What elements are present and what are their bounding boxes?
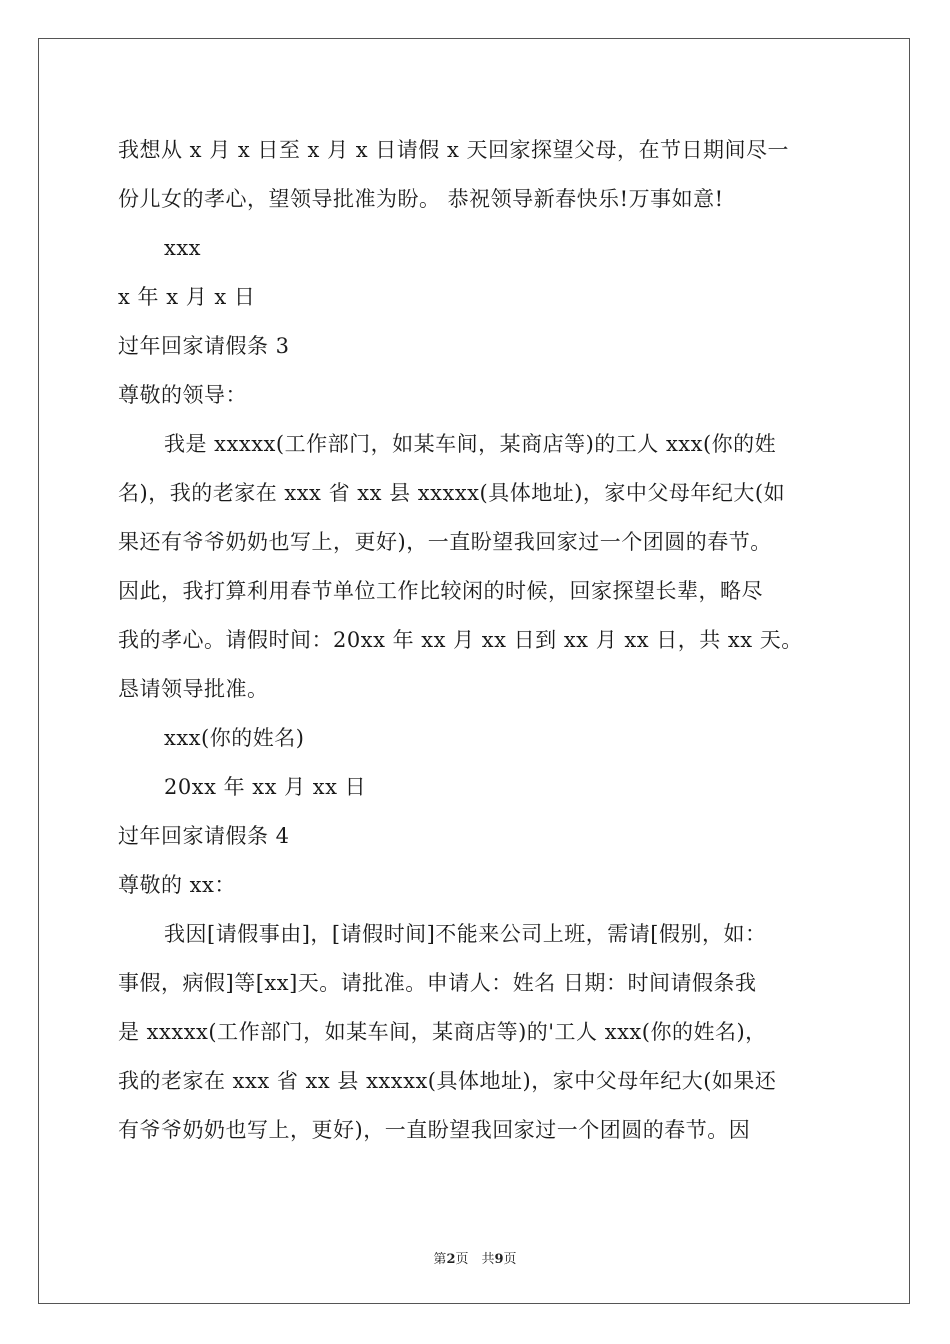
footer-suffix: 页: [503, 1252, 517, 1267]
document-body: [118, 126, 840, 1155]
paragraph-line: 我是 xxxxx(工作部门，如某车间，某商店等)的工人 xxx(你的姓: [164, 432, 777, 456]
paragraph-line: 因此，我打算利用春节单位工作比较闲的时候，回家探望长辈，略尽: [118, 579, 763, 603]
total-page-number: 9: [494, 1252, 504, 1267]
paragraph-line: 我的老家在 xxx 省 xx 县 xxxxx(具体地址)，家中父母年纪大(如果还: [118, 1069, 777, 1093]
footer-middle: 页 共: [455, 1252, 495, 1267]
footer-prefix: 第: [433, 1252, 447, 1267]
paragraph-line: 我的孝心。请假时间：20xx 年 xx 月 xx 日到 xx 月 xx 日，共 xx 天。: [118, 628, 803, 652]
paragraph-line: 事假，病假]等[xx]天。请批准。申请人：姓名 日期：时间请假条我: [118, 971, 757, 995]
signature-name: xxx(你的姓名): [164, 726, 305, 750]
section-title: 过年回家请假条 3: [118, 334, 290, 358]
paragraph-line: 是 xxxxx(工作部门，如某车间，某商店等)的'工人 xxx(你的姓名)，: [118, 1020, 767, 1044]
paragraph-line: 有爷爷奶奶也写上，更好)，一直盼望我回家过一个团圆的春节。因: [118, 1118, 751, 1142]
paragraph-line: 我想从 x 月 x 日至 x 月 x 日请假 x 天回家探望父母，在节日期间尽一: [118, 138, 789, 162]
paragraph-line: 名)，我的老家在 xxx 省 xx 县 xxxxx(具体地址)，家中父母年纪大(如: [118, 481, 786, 505]
signature-date: 20xx 年 xx 月 xx 日: [164, 775, 367, 799]
signature-date: x 年 x 月 x 日: [118, 285, 256, 309]
paragraph-line: 果还有爷爷奶奶也写上，更好)，一直盼望我回家过一个团圆的春节。: [118, 530, 772, 554]
paragraph-line: 我因[请假事由]，[请假时间]不能来公司上班，需请[假别，如：: [164, 922, 767, 946]
current-page-number: 2: [446, 1252, 456, 1267]
page-footer: [0, 1248, 950, 1267]
signature-name: xxx: [164, 236, 202, 260]
salutation: 尊敬的 xx：: [118, 873, 236, 897]
salutation: 尊敬的领导：: [118, 383, 247, 407]
paragraph-line: 份儿女的孝心，望领导批准为盼。 恭祝领导新春快乐!万事如意!: [118, 187, 724, 211]
paragraph-line: 恳请领导批准。: [118, 677, 269, 701]
section-title: 过年回家请假条 4: [118, 824, 290, 848]
